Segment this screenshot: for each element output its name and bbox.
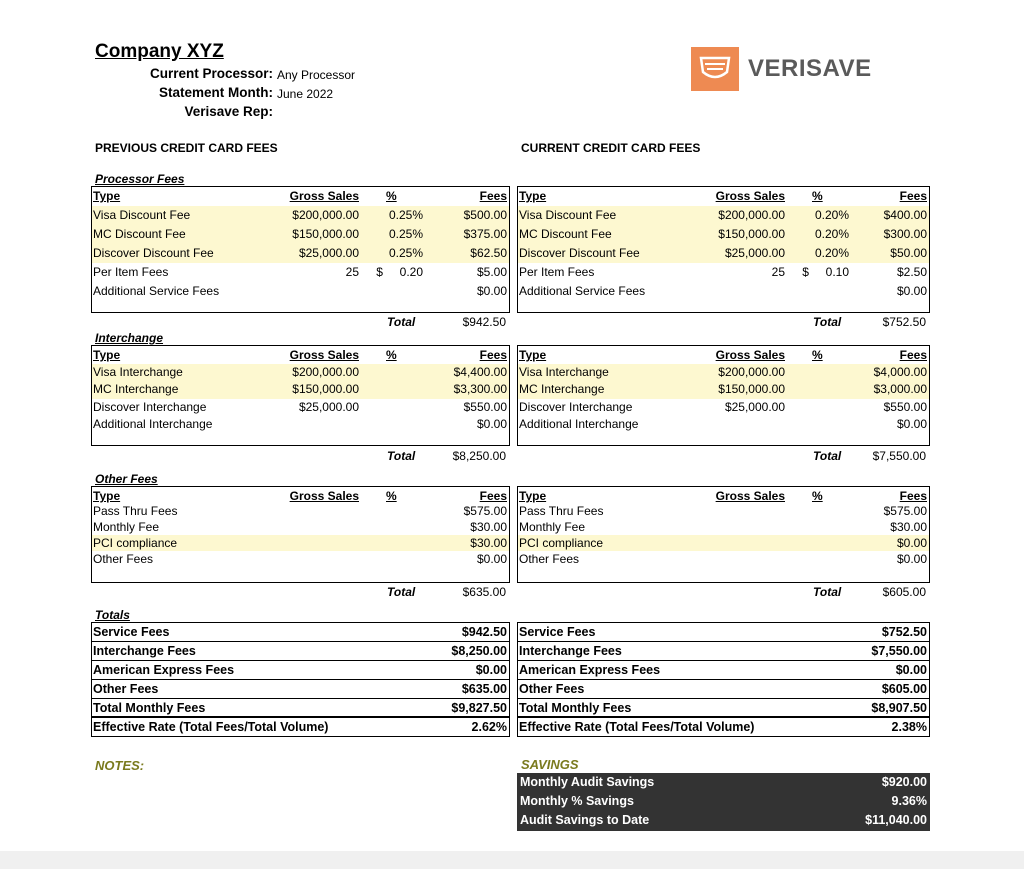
prev-interchange-total-label: Total [387,449,416,463]
col-gross-header: Gross Sales [289,348,359,362]
col-type-header: Type [519,348,547,362]
table-row [92,381,509,399]
fee-amount: $550.00 [883,399,927,414]
totals-label: Interchange Fees [519,644,622,658]
fee-amount: $4,400.00 [453,364,507,379]
table-row [92,416,509,434]
totals-row [92,699,509,718]
totals-row [92,680,509,699]
totals-row [518,623,929,642]
percent: 0.25% [388,246,423,260]
table-row [518,503,929,519]
prev-processor-total-label: Total [387,315,416,329]
statement-month-value: June 2022 [277,87,334,101]
gross-sales: 25 [771,265,785,279]
fee-type: Visa Discount Fee [93,208,191,222]
notes-label: NOTES: [95,758,145,773]
totals-value: $752.50 [881,625,927,639]
table-row [92,282,509,301]
totals-value: 2.38% [891,720,927,734]
fee-amount: $500.00 [463,208,507,222]
fee-type: Other Fees [519,552,580,566]
fee-type: MC Interchange [93,382,179,396]
gross-sales: $25,000.00 [724,399,785,414]
fee-type: Monthly Fee [519,520,586,534]
fee-amount: $0.00 [896,552,927,566]
savings-value: $920.00 [881,775,927,789]
gross-sales: $200,000.00 [292,208,359,222]
fee-amount: $62.50 [470,246,507,260]
totals-value: $8,250.00 [451,644,507,658]
col-type-header: Type [93,189,121,203]
curr-interchange-total-value: $7,550.00 [872,449,926,463]
table-row [92,225,509,244]
fee-amount: $300.00 [883,227,927,241]
fee-type: Other Fees [93,552,154,566]
totals-heading: Totals [95,608,130,622]
percent: 0.25% [388,208,423,222]
gross-sales: $25,000.00 [724,246,785,260]
table-row [518,206,929,225]
fee-type: Additional Interchange [519,417,639,431]
fee-amount: $0.00 [896,536,927,550]
prev-processor-total-value: $942.50 [462,315,506,329]
totals-value: $635.00 [461,682,507,696]
table-row [518,263,929,282]
col-gross-header: Gross Sales [289,489,359,503]
gross-sales: $150,000.00 [292,382,359,396]
savings-row [517,773,930,792]
fee-type: Per Item Fees [93,265,169,279]
curr-processor-total-value: $752.50 [882,315,926,329]
totals-row [518,699,929,718]
table-row [92,535,509,551]
col-type-header: Type [519,189,547,203]
curr-interchange-table [517,345,930,446]
col-pct-header: % [386,489,397,503]
prev-other-table [91,486,510,583]
fee-type: Visa Discount Fee [519,208,617,222]
table-row [92,503,509,519]
totals-value: $605.00 [881,682,927,696]
table-row [518,399,929,417]
gross-sales: $25,000.00 [298,399,359,414]
totals-label: Interchange Fees [93,644,196,658]
prev-interchange-table [91,345,510,446]
totals-value: $8,907.50 [871,701,927,715]
percent: 0.20% [814,208,849,222]
prev-other-total-value: $635.00 [462,585,506,599]
percent: 0.20% [814,227,849,241]
curr-other-table [517,486,930,583]
col-pct-header: % [386,348,397,362]
savings-value: 9.36% [891,794,927,808]
totals-label: Total Monthly Fees [93,701,206,715]
prev-totals-table [91,622,510,737]
col-fees-header: Fees [899,489,927,503]
totals-value: 2.62% [471,720,507,734]
prev-processor-header-row [92,187,509,205]
fee-amount: $550.00 [463,399,507,414]
table-row [518,282,929,301]
table-row [518,551,929,567]
table-row [92,244,509,263]
col-pct-header: % [812,489,823,503]
table-row [518,225,929,244]
fee-amount: $0.00 [896,417,927,431]
totals-value: $9,827.50 [451,701,507,715]
totals-value: $0.00 [475,663,507,677]
table-row [518,381,929,399]
table-row [518,244,929,263]
table-row [92,206,509,225]
col-pct-header: % [812,348,823,362]
fee-amount: $50.00 [890,246,927,260]
company-name: Company XYZ [95,41,224,62]
fee-type: Discover Interchange [519,399,633,414]
totals-row [518,661,929,680]
fee-type: MC Discount Fee [93,227,186,241]
processor-fees-heading: Processor Fees [95,172,185,186]
table-row [518,535,929,551]
logo-text: VERISAVE [748,55,872,82]
gross-sales: $150,000.00 [718,227,785,241]
totals-label: Other Fees [93,682,159,696]
col-pct-header: % [812,189,823,203]
totals-label: American Express Fees [519,663,661,677]
current-processor-value: Any Processor [277,68,356,82]
verisave-logo-icon [691,47,739,91]
col-type-header: Type [93,348,121,362]
fee-type: MC Interchange [519,382,605,396]
table-row [92,364,509,382]
fee-type: Additional Service Fees [519,284,646,298]
fee-amount: $400.00 [883,208,927,222]
gross-sales: $200,000.00 [718,364,785,379]
footer-bar [0,851,1024,869]
col-gross-header: Gross Sales [289,189,359,203]
gross-sales: $150,000.00 [718,382,785,396]
fee-type: Additional Interchange [93,417,213,431]
totals-value: $942.50 [461,625,507,639]
fee-amount: $30.00 [890,520,927,534]
fee-amount: $0.00 [896,284,927,298]
percent: 0.25% [388,227,423,241]
col-fees-header: Fees [899,348,927,362]
col-fees-header: Fees [479,489,507,503]
gross-sales: $200,000.00 [292,364,359,379]
savings-box [517,773,930,831]
totals-row [92,642,509,661]
fee-amount: $0.00 [476,284,507,298]
totals-row [92,718,509,737]
col-pct-header: % [386,189,397,203]
previous-heading: PREVIOUS CREDIT CARD FEES [95,141,278,155]
gross-sales: $200,000.00 [718,208,785,222]
prev-other-total-label: Total [387,585,416,599]
col-gross-header: Gross Sales [715,489,785,503]
current-heading: CURRENT CREDIT CARD FEES [521,141,701,155]
curr-interchange-header-row [518,346,929,364]
totals-label: Effective Rate (Total Fees/Total Volume) [519,720,755,734]
savings-label: Monthly Audit Savings [520,775,655,789]
fee-amount: $0.00 [476,552,507,566]
curr-totals-table [517,622,930,737]
rep-label: Verisave Rep: [184,104,273,119]
table-row [518,416,929,434]
table-row [92,399,509,417]
fee-amount: $3,000.00 [873,382,927,396]
table-row [92,263,509,282]
gross-sales: 25 [345,265,359,279]
col-type-header: Type [93,489,121,503]
totals-row [518,680,929,699]
percent: 0.20% [814,246,849,260]
fee-amount: $575.00 [463,504,507,518]
fee-amount: $30.00 [470,520,507,534]
savings-title: SAVINGS [521,757,579,772]
fee-type: Pass Thru Fees [93,504,178,518]
statement-month-label: Statement Month: [159,85,273,100]
gross-sales: $150,000.00 [292,227,359,241]
fee-type: Pass Thru Fees [519,504,604,518]
savings-label: Audit Savings to Date [520,813,650,827]
col-type-header: Type [519,489,547,503]
curr-processor-total-label: Total [813,315,842,329]
totals-row [92,623,509,642]
interchange-heading: Interchange [95,331,164,345]
table-row [92,551,509,567]
fee-amount: $4,000.00 [873,364,927,379]
curr-processor-header-row [518,187,929,205]
totals-row [518,642,929,661]
fee-type: PCI compliance [519,536,604,550]
prev-interchange-total-value: $8,250.00 [452,449,506,463]
table-row [518,364,929,382]
totals-row [518,718,929,737]
col-fees-header: Fees [479,348,507,362]
col-fees-header: Fees [899,189,927,203]
fee-type: MC Discount Fee [519,227,612,241]
fee-type: Monthly Fee [93,520,160,534]
totals-label: Service Fees [519,625,596,639]
percent: $ 0.10 [802,265,849,279]
fee-type: Discover Interchange [93,399,207,414]
fee-amount: $3,300.00 [453,382,507,396]
fee-type: Visa Interchange [93,364,183,379]
fee-amount: $575.00 [883,504,927,518]
percent: $ 0.20 [376,265,423,279]
gross-sales: $25,000.00 [298,246,359,260]
fee-amount: $0.00 [476,417,507,431]
savings-row [517,792,930,811]
curr-interchange-total-label: Total [813,449,842,463]
other-fees-heading: Other Fees [95,472,158,486]
fee-type: Per Item Fees [519,265,595,279]
prev-interchange-header-row [92,346,509,364]
fee-type: Discover Discount Fee [519,246,640,260]
col-fees-header: Fees [479,189,507,203]
totals-value: $7,550.00 [871,644,927,658]
totals-row [92,661,509,680]
current-processor-label: Current Processor: [149,66,273,81]
totals-label: American Express Fees [93,663,235,677]
fee-type: Additional Service Fees [93,284,220,298]
curr-other-total-value: $605.00 [882,585,926,599]
fee-type: Discover Discount Fee [93,246,214,260]
table-row [518,519,929,535]
curr-processor-table [517,186,930,313]
fee-type: Visa Interchange [519,364,609,379]
savings-value: $11,040.00 [865,813,927,827]
totals-label: Other Fees [519,682,585,696]
col-gross-header: Gross Sales [715,189,785,203]
fee-amount: $375.00 [463,227,507,241]
totals-value: $0.00 [895,663,927,677]
savings-row [517,811,930,830]
fee-type: PCI compliance [93,536,178,550]
prev-processor-table [91,186,510,313]
totals-label: Service Fees [93,625,170,639]
totals-label: Total Monthly Fees [519,701,632,715]
fee-amount: $2.50 [896,265,927,279]
col-gross-header: Gross Sales [715,348,785,362]
curr-other-total-label: Total [813,585,842,599]
table-row [92,519,509,535]
fee-amount: $5.00 [476,265,507,279]
totals-label: Effective Rate (Total Fees/Total Volume) [93,720,329,734]
savings-label: Monthly % Savings [520,794,634,808]
fee-amount: $30.00 [470,536,507,550]
